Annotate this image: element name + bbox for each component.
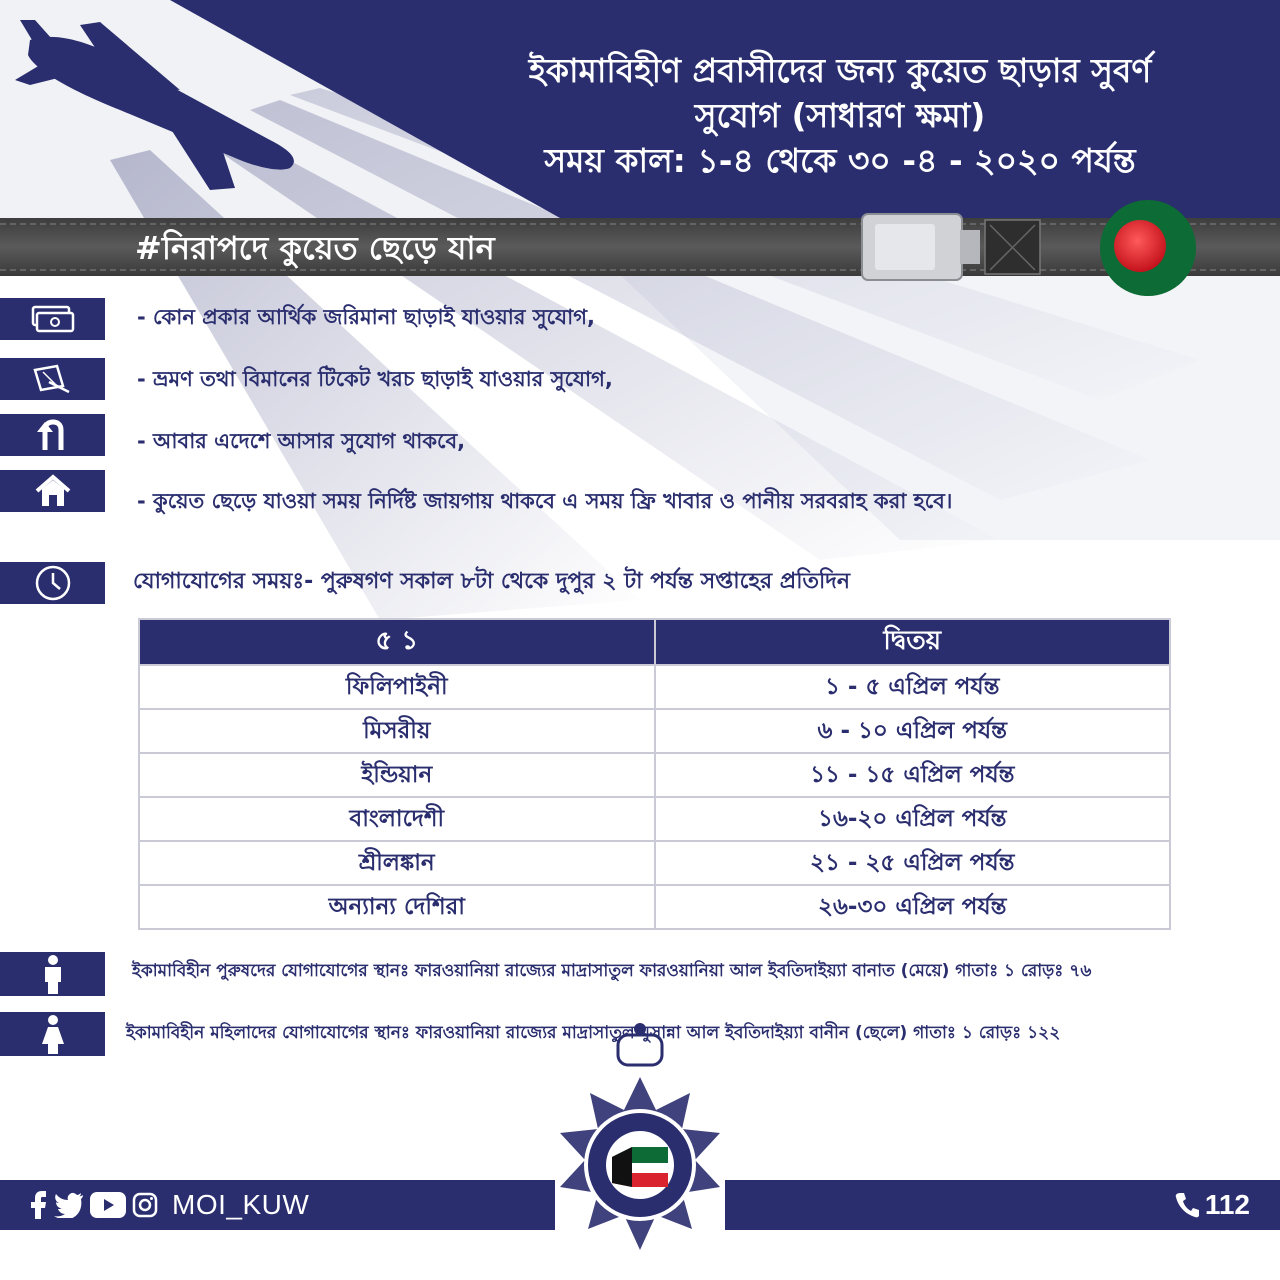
schedule-table [138,618,1171,930]
benefit-icon-tab-money [0,298,105,340]
benefit-4: - কুয়েত ছেড়ে যাওয়া সময় নির্দিষ্ট জায়গায় থাকবে এ সময় ফ্রি খাবার ও পানীয় সরবরাহ করা হবে। [137,489,953,513]
social-links [30,1186,309,1224]
benefit-1: - কোন প্রকার আর্থিক জরিমানা ছাড়াই যাওয়ার সুযোগ, [137,305,595,329]
table-header-nationality: ৫ ১ [139,619,655,665]
table-row [139,709,1170,753]
benefit-icon-tab-return [0,414,105,456]
table-cell-date: ২৬-৩০ এপ্রিল পর্যন্ত [655,885,1171,929]
table-cell-nationality: ইন্ডিয়ান [139,753,655,797]
table-cell-nationality: শ্রীলঙ্কান [139,841,655,885]
table-row [139,797,1170,841]
table-cell-nationality: ফিলিপাইনী [139,665,655,709]
youtube-icon[interactable] [90,1192,126,1218]
return-arrow-icon [35,418,71,452]
twitter-icon[interactable] [54,1192,84,1218]
title-line-2: সুযোগ (সাধারণ ক্ষমা) [694,96,986,135]
women-location-text: ইকামাবিহীন মহিলাদের যোগাযোগের স্থানঃ ফারওয়ানিয়া রাজ্যের মাদ্রাসাতুল মুসান্না আল ইবতিদাইয়্যা বানীন (ছেলে) গাতাঃ ১ রোড়ঃ ১২২ [126,1023,1061,1043]
table-header-row [139,619,1170,665]
table-cell-nationality: মিসরীয় [139,709,655,753]
woman-icon [40,1014,66,1054]
facebook-icon[interactable] [30,1191,48,1219]
men-location-icon-tab [0,952,105,996]
kuwait-police-logo [560,1023,720,1250]
benefit-icon-tab-ticket [0,358,105,400]
men-location-text: ইকামাবিহীন পুরুষদের যোগাযোগের স্থানঃ ফারওয়ানিয়া রাজ্যের মাদ্রাসাতুল ফারওয়ানিয়া আল ইবতিদাইয়্যা বানাত (মেয়ে) গাতাঃ ১ রোড়ঃ ৭৬ [132,961,1092,981]
table-cell-date: ৬ - ১০ এপ্রিল পর্যন্ত [655,709,1171,753]
benefit-3: - আবার এদেশে আসার সুযোগ থাকবে, [137,429,466,453]
table-cell-date: ১ - ৫ এপ্রিল পর্যন্ত [655,665,1171,709]
title-line-3: সময় কাল: ১-৪ থেকে ৩০ -৪ - ২০২০ পর্যন্ত [544,141,1136,180]
ticket-hand-icon [29,362,77,396]
man-icon [40,954,66,994]
contact-time-text: যোগাযোগের সময়ঃ- পুরুষগণ সকাল ৮টা থেকে দুপুর ২ টা পর্যন্ত সপ্তাহের প্রতিদিন [133,569,850,594]
table-row [139,841,1170,885]
title-line-1: ইকামাবিহীণ প্রবাসীদের জন্য কুয়েত ছাড়ার সুবর্ণ [528,51,1152,90]
table-row [139,885,1170,929]
table-cell-date: ১৬-২০ এপ্রিল পর্যন্ত [655,797,1171,841]
home-icon [34,474,72,508]
table-header-date: দ্বিতয় [655,619,1171,665]
contact-time-icon-tab [0,562,105,604]
social-handle[interactable]: MOI_KUW [172,1189,310,1220]
hotline[interactable] [1175,1186,1250,1224]
table-cell-nationality: বাংলাদেশী [139,797,655,841]
instagram-icon[interactable] [132,1192,158,1218]
phone-icon [1175,1192,1199,1218]
hashtag-label: #নিরাপদে কুয়েত ছেড়ে যান [135,229,495,267]
money-icon [29,303,77,335]
seatbelt-buckle-icon [862,214,1040,280]
women-location-icon-tab [0,1012,105,1056]
table-row [139,753,1170,797]
hotline-number: 112 [1204,1189,1250,1220]
clock-icon [33,563,73,603]
page-title [440,48,1240,183]
table-cell-nationality: অন্যান্য দেশিরা [139,885,655,929]
table-cell-date: ২১ - ২৫ এপ্রিল পর্যন্ত [655,841,1171,885]
benefit-icon-tab-home [0,470,105,512]
table-cell-date: ১১ - ১৫ এপ্রিল পর্যন্ত [655,753,1171,797]
table-row [139,665,1170,709]
benefit-2: - ভ্রমণ তথা বিমানের টিকেট খরচ ছাড়াই যাওয়ার সুযোগ, [137,367,613,391]
bangladesh-flag-icon [1100,200,1196,296]
